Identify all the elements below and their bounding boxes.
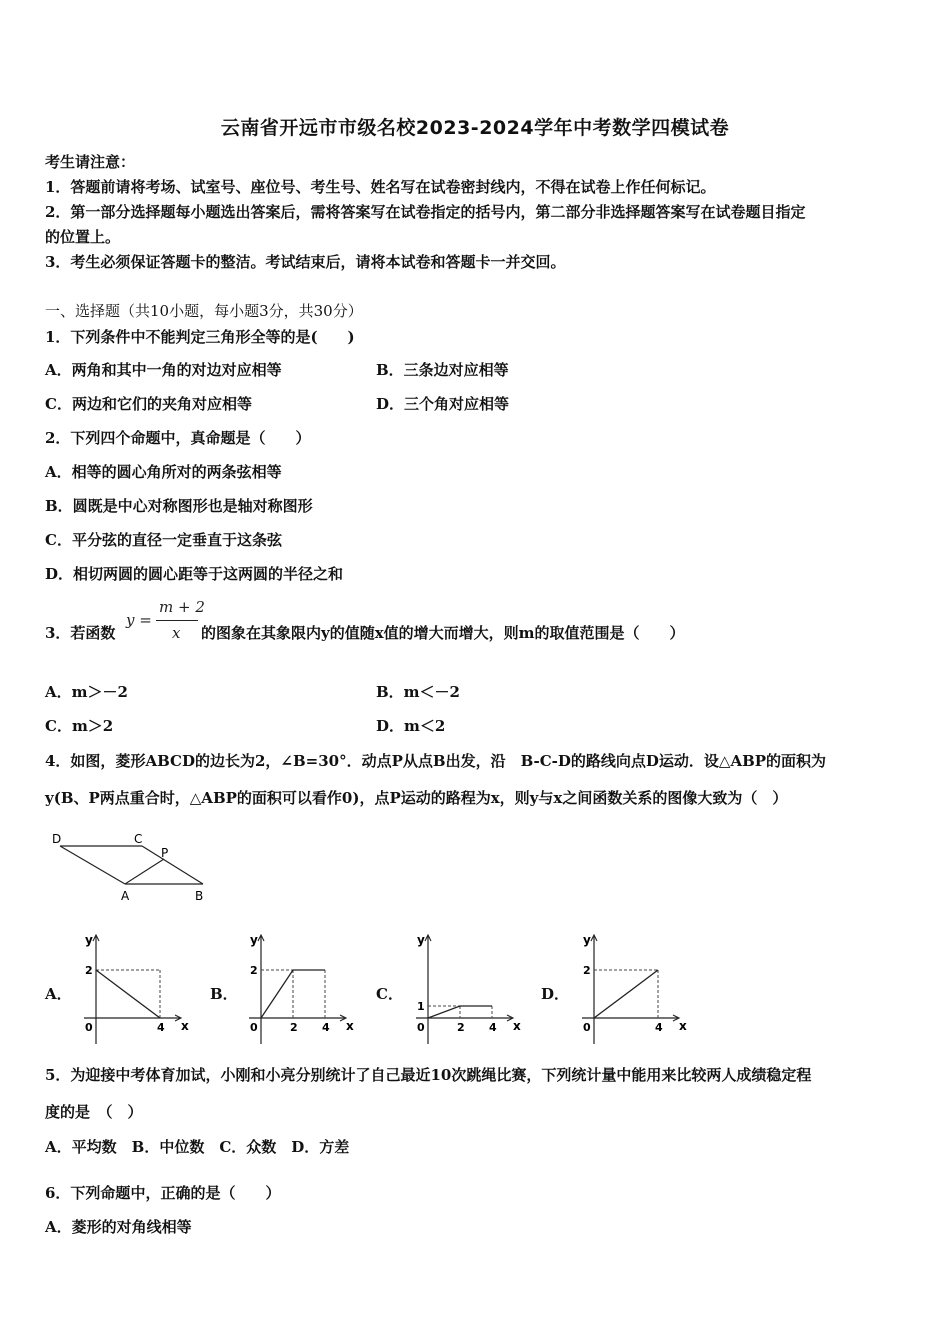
q3-option-b: B．m＜－2 bbox=[376, 683, 460, 701]
rhombus-figure bbox=[45, 828, 215, 908]
edge-ad bbox=[60, 846, 125, 884]
q3-option-a: A．m＞－2 bbox=[45, 683, 128, 701]
q4-option-c-label: C． bbox=[376, 985, 403, 1003]
notice-item-3: 3．考生必须保证答题卡的整洁。考试结束后，请将本试卷和答题卡一并交回。 bbox=[45, 253, 566, 271]
q4-graph-d bbox=[578, 930, 688, 1048]
q1-option-b: B．三条边对应相等 bbox=[376, 361, 509, 379]
q2-option-b: B．圆既是中心对称图形也是轴对称图形 bbox=[45, 497, 313, 515]
page-title: 云南省开远市市级名校2023-2024学年中考数学四模试卷 bbox=[220, 117, 730, 139]
q4-graph-c bbox=[412, 930, 522, 1048]
y-axis-label: y bbox=[85, 933, 93, 947]
x-tick-label: 4 bbox=[322, 1021, 330, 1034]
notice-item-2: 2．第一部分选择题每小题选出答案后，需将答案写在试卷指定的括号内，第二部分非选择题答案写在试卷题目指定 bbox=[45, 203, 806, 221]
origin-label: 0 bbox=[85, 1021, 93, 1034]
q1-option-c: C．两边和它们的夹角对应相等 bbox=[45, 395, 252, 413]
q4-option-b-label: B． bbox=[210, 985, 238, 1003]
q4-option-a-label: A． bbox=[45, 985, 72, 1003]
x-tick-label: 2 bbox=[290, 1021, 298, 1034]
q2-stem: 2．下列四个命题中，真命题是（ ） bbox=[45, 429, 311, 447]
q1-stem: 1．下列条件中不能判定三角形全等的是( ) bbox=[45, 328, 355, 346]
label-d: D bbox=[52, 832, 62, 846]
segment-ap bbox=[125, 859, 164, 884]
q3-fraction-bar bbox=[156, 620, 198, 621]
x-axis-label: x bbox=[679, 1019, 687, 1033]
notice-item-2-cont: 的位置上。 bbox=[45, 228, 121, 246]
label-a: A bbox=[121, 889, 130, 903]
y-axis-label: y bbox=[250, 933, 258, 947]
y-axis-label: y bbox=[417, 933, 425, 947]
function-line bbox=[594, 970, 658, 1018]
x-tick-label: 4 bbox=[157, 1021, 165, 1034]
q2-option-a: A．相等的圆心角所对的两条弦相等 bbox=[45, 463, 282, 481]
q5-line-1: 5．为迎接中考体育加试，小刚和小亮分别统计了自己最近10次跳绳比赛，下列统计量中能用来比较两人成绩稳定程 bbox=[45, 1066, 812, 1084]
label-b: B bbox=[195, 889, 204, 903]
q4-graph-b bbox=[245, 930, 355, 1048]
y-tick-label: 2 bbox=[583, 964, 591, 977]
q3-formula-lhs: y = bbox=[126, 611, 152, 629]
notice-heading: 考生请注意： bbox=[45, 153, 136, 171]
q5-options: A．平均数 B．中位数 C．众数 D．方差 bbox=[45, 1138, 350, 1156]
x-tick-label: 2 bbox=[457, 1021, 465, 1034]
y-axis-label: y bbox=[583, 933, 591, 947]
q4-option-d-label: D． bbox=[541, 985, 570, 1003]
q3-formula-denominator: x bbox=[172, 624, 181, 642]
notice-item-1: 1．答题前请将考场、试室号、座位号、考生号、姓名写在试卷密封线内，不得在试卷上作任何标记。 bbox=[45, 178, 716, 196]
q1-option-d: D．三个角对应相等 bbox=[376, 395, 510, 413]
q6-stem: 6．下列命题中，正确的是（ ） bbox=[45, 1184, 281, 1202]
label-c: C bbox=[134, 832, 143, 846]
q4-graph-a bbox=[80, 930, 190, 1048]
origin-label: 0 bbox=[250, 1021, 258, 1034]
q2-option-d: D．相切两圆的圆心距等于这两圆的半径之和 bbox=[45, 565, 344, 583]
origin-label: 0 bbox=[583, 1021, 591, 1034]
y-tick-label: 2 bbox=[250, 964, 258, 977]
q2-option-c: C．平分弦的直径一定垂直于这条弦 bbox=[45, 531, 282, 549]
q4-line-1: 4．如图，菱形ABCD的边长为2，∠B=30°．动点P从点B出发，沿 B-C-D的路线向点D运动．设△ABP的面积为 bbox=[45, 752, 827, 770]
q3-option-d: D．m＜2 bbox=[376, 717, 446, 735]
x-tick-label: 4 bbox=[489, 1021, 497, 1034]
origin-label: 0 bbox=[417, 1021, 425, 1034]
q3-prefix: 3．若函数 bbox=[45, 624, 116, 642]
q4-line-2: y(B、P两点重合时，△ABP的面积可以看作0)，点P运动的路程为x，则y与x之间函数关系的图像大致为（ ） bbox=[45, 789, 788, 807]
label-p: P bbox=[161, 846, 169, 860]
section-heading: 一、选择题（共10小题，每小题3分，共30分） bbox=[45, 302, 363, 320]
function-line bbox=[96, 970, 160, 1018]
x-axis-label: x bbox=[346, 1019, 354, 1033]
y-tick-label: 2 bbox=[85, 964, 93, 977]
edge-cb bbox=[142, 846, 203, 884]
x-tick-label: 4 bbox=[655, 1021, 663, 1034]
q6-option-a: A．菱形的对角线相等 bbox=[45, 1218, 192, 1236]
x-axis-label: x bbox=[181, 1019, 189, 1033]
x-axis-label: x bbox=[513, 1019, 521, 1033]
q3-formula-numerator: m + 2 bbox=[159, 598, 205, 616]
q3-suffix: 的图象在其象限内y的值随x值的增大而增大，则m的取值范围是（ ） bbox=[201, 624, 685, 642]
q1-option-a: A．两角和其中一角的对边对应相等 bbox=[45, 361, 282, 379]
q5-line-2: 度的是 （ ） bbox=[45, 1103, 143, 1121]
q3-option-c: C．m＞2 bbox=[45, 717, 114, 735]
y-tick-label: 1 bbox=[417, 1000, 425, 1013]
